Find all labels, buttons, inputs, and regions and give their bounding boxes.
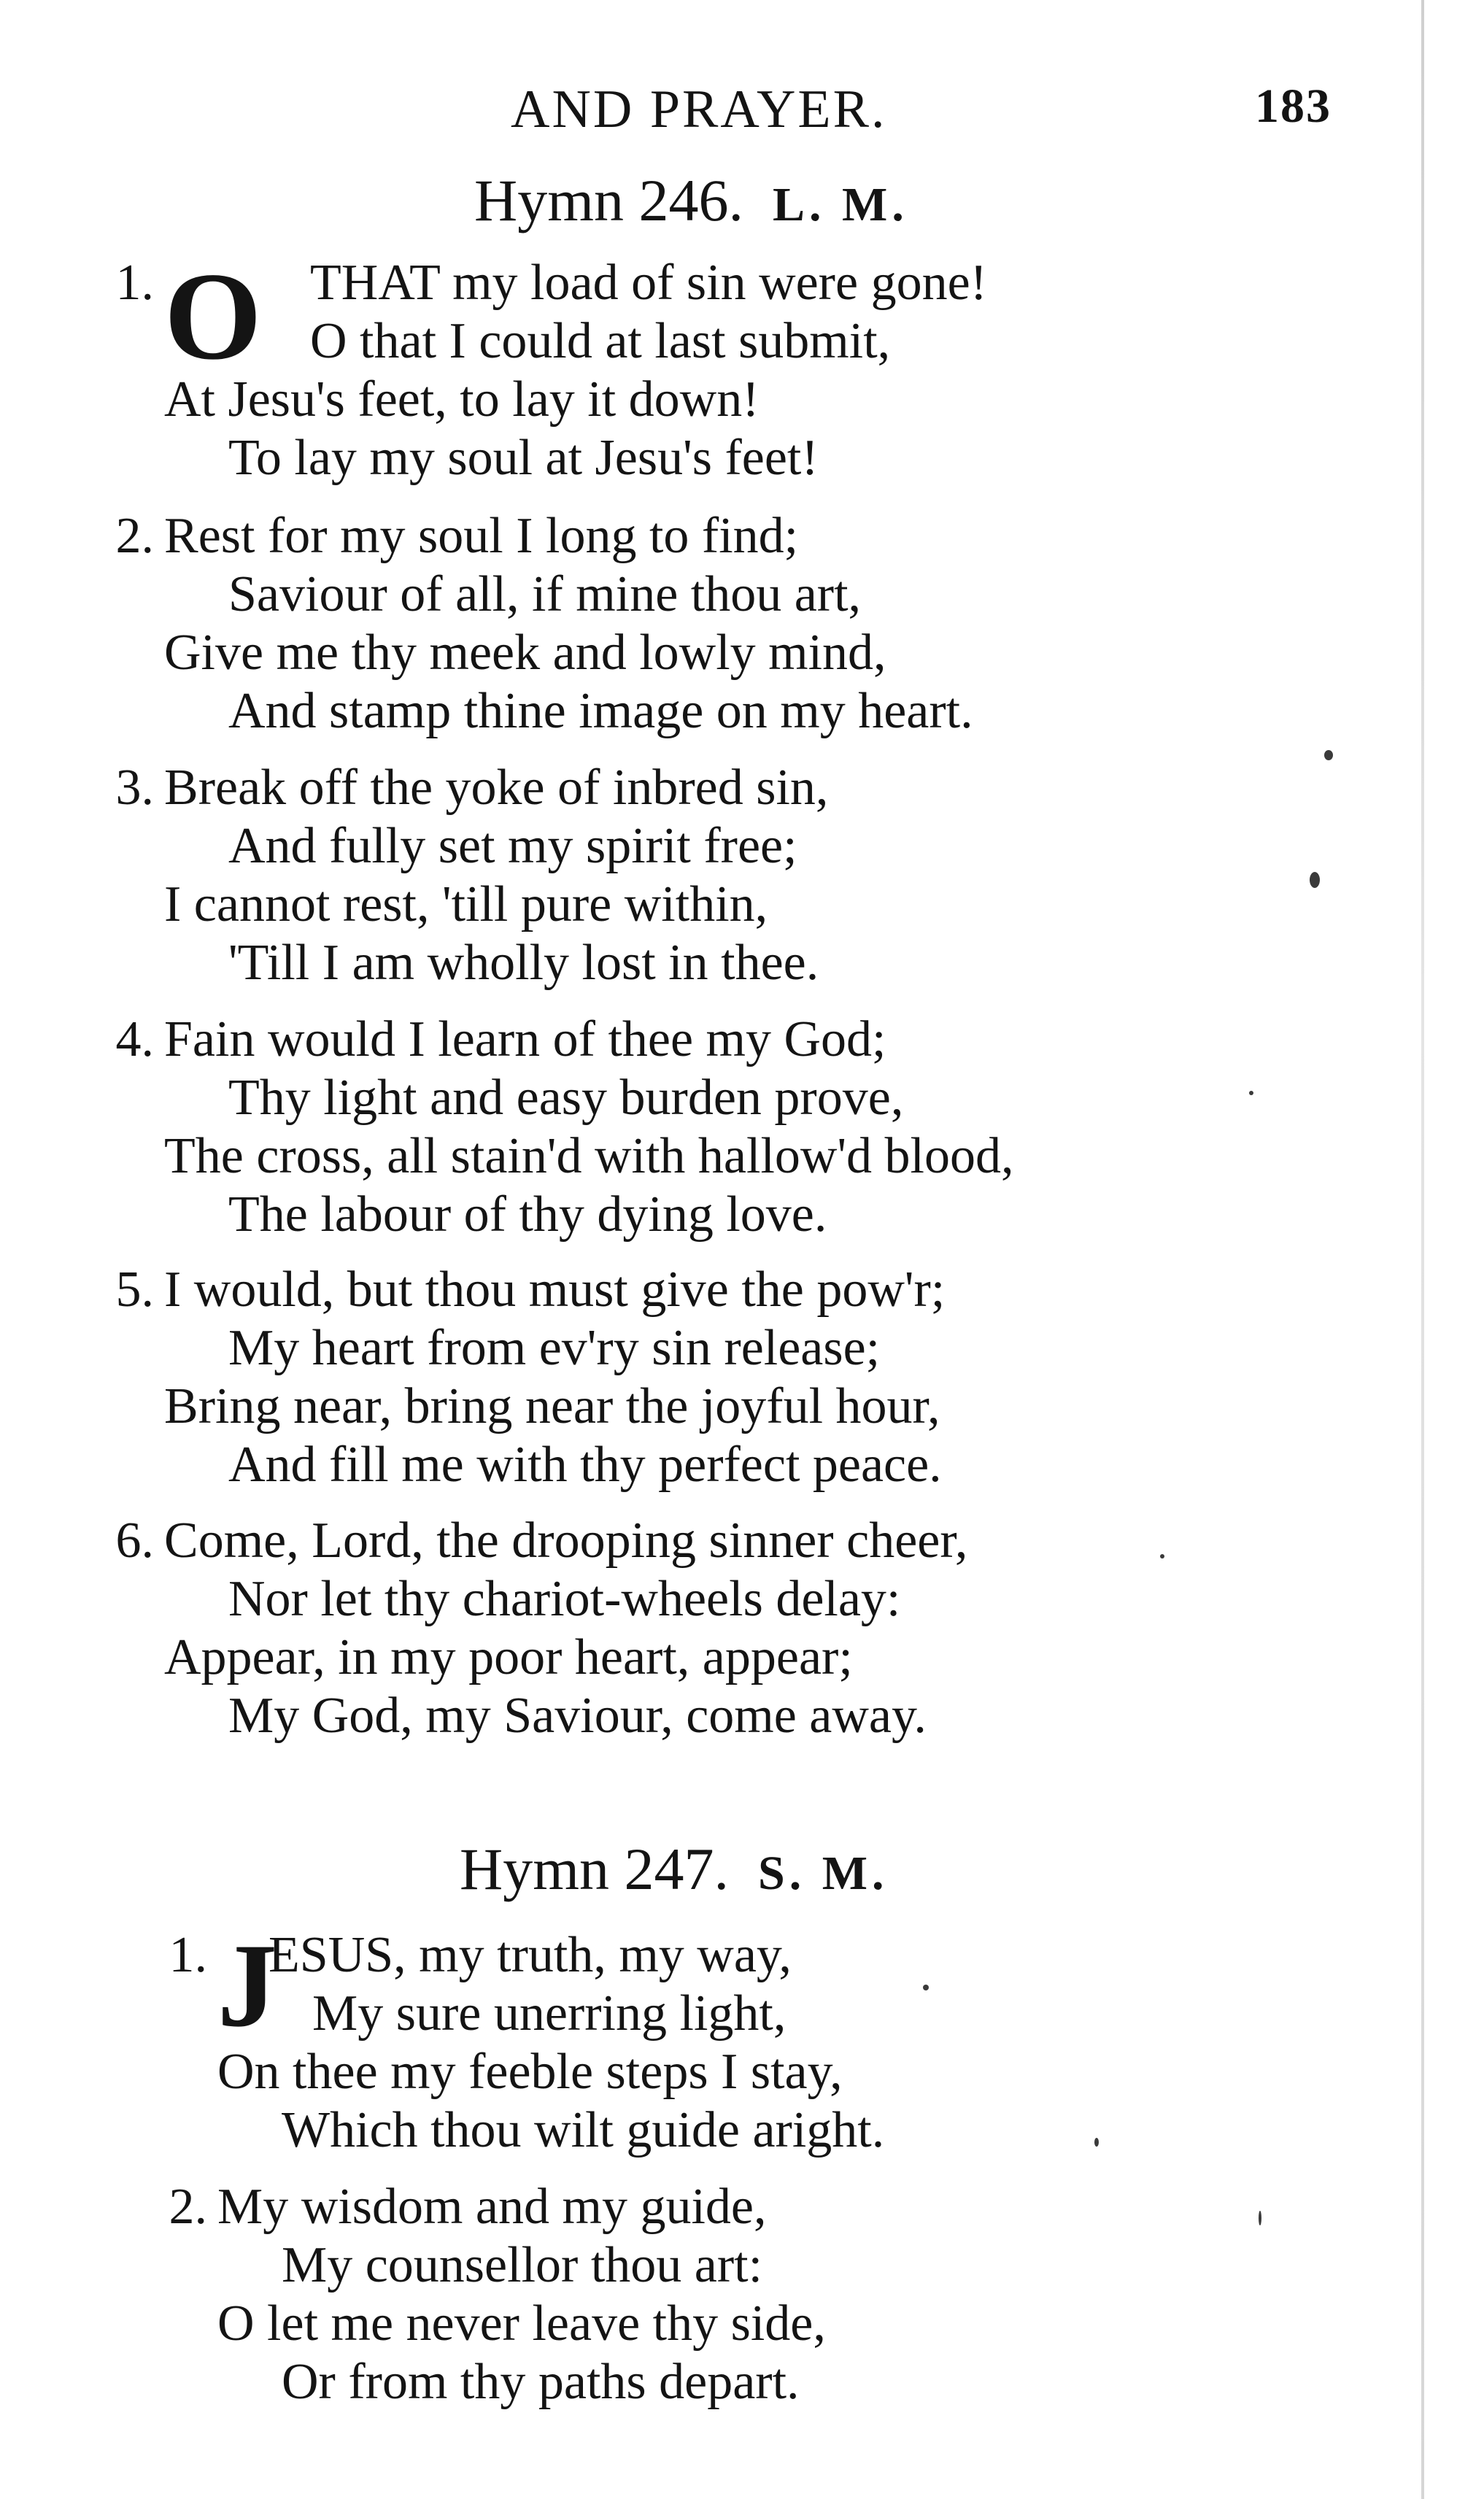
verse-line: Bring near, bring near the joyful hour, [164, 1378, 940, 1434]
verse-line: Or from thy paths depart. [282, 2354, 800, 2410]
verse-line: Appear, in my poor heart, appear; [164, 1629, 853, 1685]
verse-line: I cannot rest, 'till pure within, [164, 876, 768, 932]
print-speck [1259, 2211, 1261, 2225]
verse-line: And fill me with thy perfect peace. [228, 1437, 942, 1493]
hymn-verse [115, 1512, 968, 1745]
verse-number: 6. [115, 1513, 154, 1569]
verse-number: 2. [169, 2179, 207, 2235]
hymn-verse [115, 759, 829, 992]
verse-line: Which thou wilt guide aright. [282, 2102, 885, 2158]
print-speck [1324, 750, 1333, 760]
verse-line: Give me thy meek and lowly mind, [164, 625, 886, 681]
verse-number: 5. [115, 1262, 154, 1318]
verse-line: Nor let thy chariot-wheels delay: [228, 1571, 901, 1627]
verse-line: The cross, all stain'd with hallow'd blood, [164, 1128, 1014, 1184]
print-speck [923, 1985, 929, 1990]
verse-line: The labour of thy dying love. [228, 1186, 827, 1243]
verse-line: Saviour of all, if mine thou art, [228, 566, 862, 622]
hymn-number: Hymn 247. [460, 1836, 729, 1902]
drop-capital: O [164, 247, 262, 386]
hymn-verse [115, 1011, 1014, 1244]
hymn-verse [169, 2178, 826, 2411]
hymn-meter: L. M. [773, 178, 908, 231]
verse-line: O that I could at last submit, [310, 313, 891, 369]
print-speck [1249, 1091, 1253, 1095]
print-speck [1310, 872, 1320, 888]
hymn-verse [115, 507, 973, 741]
hymn-verse [115, 247, 987, 487]
verse-line: ESUS, my truth, my way, [268, 1927, 792, 1983]
verse-line: My God, my Saviour, come away. [228, 1688, 927, 1744]
running-title: AND PRAYER. [511, 80, 887, 139]
verse-line: Come, Lord, the drooping sinner cheer, [164, 1513, 968, 1569]
verse-line: My sure unerring light, [312, 1985, 787, 2042]
verse-line: My heart from ev'ry sin release; [228, 1320, 881, 1376]
verse-number: 1. [169, 1927, 207, 1983]
verse-line: Thy light and easy burden prove, [228, 1070, 904, 1126]
hymn-verse [115, 1261, 946, 1494]
verse-line: 'Till I am wholly lost in thee. [228, 935, 819, 991]
print-speck [1160, 1554, 1164, 1559]
hymn-number: Hymn 246. [474, 167, 743, 233]
verse-number: 2. [115, 508, 154, 564]
page-number: 183 [1255, 80, 1332, 133]
verse-line: On thee my feeble steps I stay, [217, 2044, 843, 2100]
verse-line: At Jesu's feet, to lay it down! [164, 371, 760, 428]
verse-line: O let me never leave thy side, [217, 2295, 826, 2352]
verse-line: And fully set my spirit free; [228, 818, 797, 874]
print-speck [1094, 2138, 1099, 2147]
verse-number: 1. [115, 255, 154, 311]
verse-line: And stamp thine image on my heart. [228, 683, 973, 739]
hymn-meter: S. M. [758, 1847, 889, 1900]
hymn-verse [169, 1920, 885, 2160]
drop-capital: J [217, 1920, 277, 2052]
verse-line: My counsellor thou art: [282, 2237, 763, 2293]
hymn-title [474, 166, 908, 235]
page-edge-rule [1421, 0, 1424, 2499]
verse-number: 4. [115, 1011, 154, 1067]
verse-line: THAT my load of sin were gone! [310, 255, 987, 311]
verse-number: 3. [115, 760, 154, 816]
verse-line: Fain would I learn of thee my God; [164, 1011, 886, 1067]
verse-line: I would, but thou must give the pow'r; [164, 1262, 946, 1318]
verse-line: To lay my soul at Jesu's feet! [228, 430, 819, 486]
verse-line: Rest for my soul I long to find; [164, 508, 799, 564]
verse-line: Break off the yoke of inbred sin, [164, 760, 829, 816]
hymn-title [460, 1835, 889, 1904]
verse-line: My wisdom and my guide, [217, 2179, 767, 2235]
